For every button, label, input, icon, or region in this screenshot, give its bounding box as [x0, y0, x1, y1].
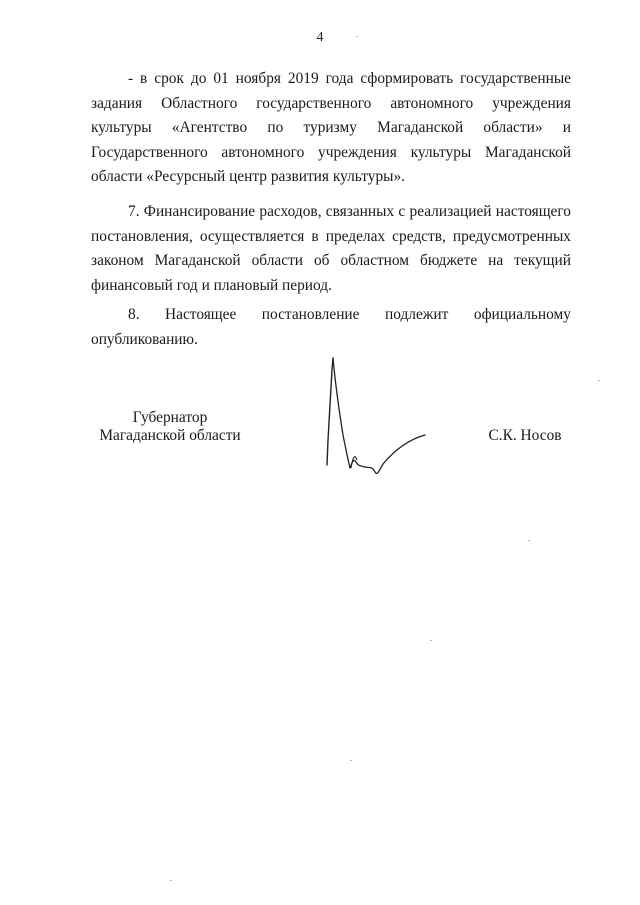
- handwritten-signature: [315, 350, 435, 485]
- paragraph-deadline-text: - в срок до 01 ноября 2019 года сформировать государственные задания Областного государственного автономного учреждения культуры «Агентство по туризму Магаданской области» и Государственного автономного учреждения культуры Магаданской области «Ресурсный центр развития культуры».: [91, 70, 571, 185]
- paragraph-financing: [91, 200, 571, 298]
- scan-speck: [356, 36, 358, 37]
- paragraph-publication-line2: опубликованию.: [91, 330, 198, 348]
- signatory-name: С.К. Носов: [488, 427, 562, 444]
- scan-speck: [430, 640, 432, 641]
- scan-speck: [598, 380, 600, 381]
- scan-speck: [170, 880, 172, 881]
- paragraph-deadline: [91, 67, 571, 190]
- signatory-position: Губернатор: [132, 409, 208, 426]
- paragraph-financing-text: 7. Финансирование расходов, связанных с реализацией настоящего постановления, осуществляется в пределах средств, предусмотренных законом Магаданской области об областном бюджете на текущий финансовый год и плановый период.: [91, 203, 571, 294]
- scan-speck: [528, 540, 530, 541]
- signatory-region: Магаданской области: [99, 427, 241, 444]
- scan-speck: [350, 760, 352, 761]
- paragraph-publication: [91, 303, 571, 352]
- paragraph-publication-line1: 8. Настоящее постановление подлежит официальному: [128, 306, 571, 323]
- page-number: 4: [316, 30, 324, 45]
